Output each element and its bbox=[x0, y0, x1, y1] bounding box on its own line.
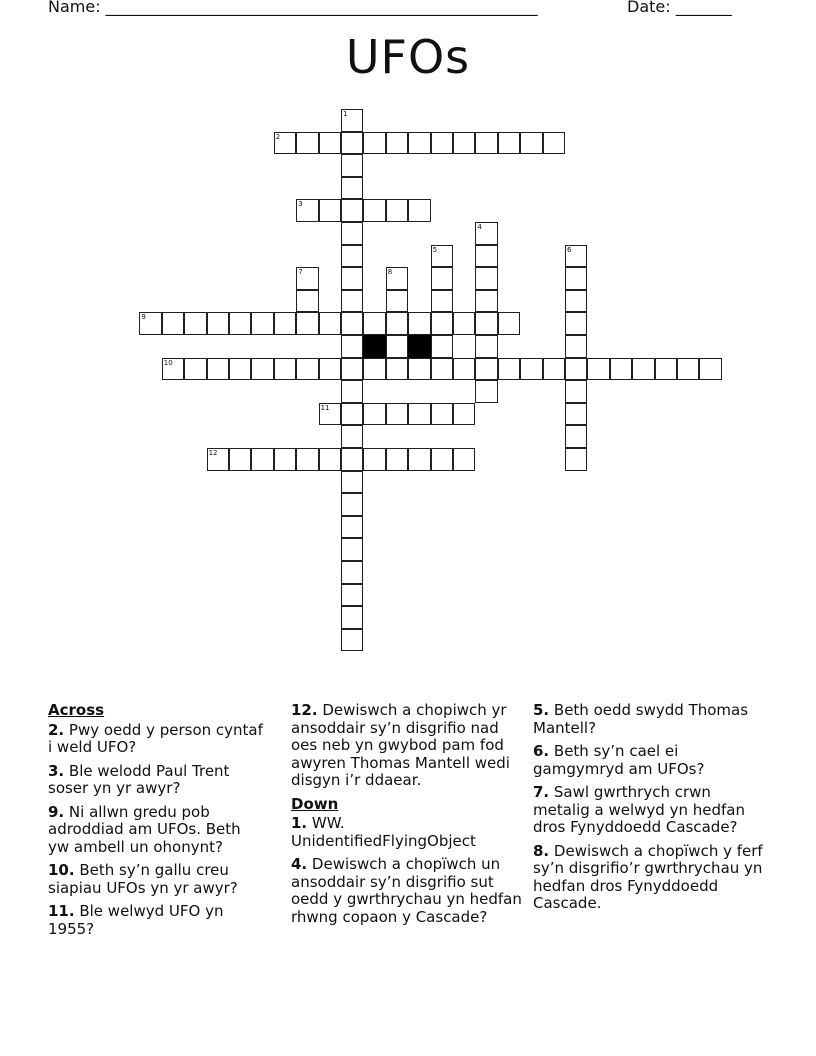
grid-cell[interactable] bbox=[341, 493, 363, 516]
clue-across-3 bbox=[48, 763, 263, 798]
grid-cell[interactable] bbox=[408, 199, 430, 222]
clue-number: 8. bbox=[533, 841, 550, 860]
clue-down-5 bbox=[533, 702, 765, 737]
grid-cell[interactable] bbox=[341, 380, 363, 403]
cell-number: 3 bbox=[298, 200, 303, 209]
grid-cell[interactable] bbox=[431, 245, 453, 268]
grid-cell[interactable] bbox=[386, 403, 408, 426]
grid-cell[interactable] bbox=[453, 448, 475, 471]
grid-cell[interactable] bbox=[296, 358, 318, 381]
black-square bbox=[363, 335, 385, 358]
grid-cell[interactable] bbox=[408, 312, 430, 335]
name-field-label: Name: ______________________________________________________ bbox=[48, 0, 538, 16]
grid-cell[interactable] bbox=[498, 358, 520, 381]
grid-cell[interactable] bbox=[677, 358, 699, 381]
grid-cell[interactable] bbox=[475, 312, 497, 335]
grid-cell[interactable] bbox=[341, 109, 363, 132]
across-heading: Across bbox=[48, 701, 105, 719]
grid-cell[interactable] bbox=[565, 358, 587, 381]
grid-cell[interactable] bbox=[475, 132, 497, 155]
clue-text: Ni allwn gredu pob adroddiad am UFOs. Beth yw ambell un ohonynt? bbox=[48, 802, 241, 856]
grid-cell[interactable] bbox=[274, 132, 296, 155]
grid-cell[interactable] bbox=[431, 312, 453, 335]
grid-cell[interactable] bbox=[363, 448, 385, 471]
grid-cell[interactable] bbox=[363, 403, 385, 426]
clue-text: Beth sy’n gallu creu siapiau UFOs yn yr awyr? bbox=[48, 861, 238, 897]
cell-number: 7 bbox=[298, 268, 303, 277]
grid-cell[interactable] bbox=[341, 516, 363, 539]
grid-cell[interactable] bbox=[341, 222, 363, 245]
grid-cell[interactable] bbox=[341, 245, 363, 268]
grid-cell[interactable] bbox=[475, 245, 497, 268]
grid-cell[interactable] bbox=[498, 312, 520, 335]
grid-cell[interactable] bbox=[565, 290, 587, 313]
grid-cell[interactable] bbox=[386, 290, 408, 313]
grid-cell[interactable] bbox=[699, 358, 721, 381]
grid-cell[interactable] bbox=[363, 199, 385, 222]
grid-cell[interactable] bbox=[229, 358, 251, 381]
grid-cell[interactable] bbox=[386, 448, 408, 471]
grid-cell[interactable] bbox=[319, 403, 341, 426]
cell-number: 8 bbox=[387, 268, 393, 277]
grid-cell[interactable] bbox=[543, 132, 565, 155]
grid-cell[interactable] bbox=[431, 403, 453, 426]
grid-cell[interactable] bbox=[498, 132, 520, 155]
grid-cell[interactable] bbox=[319, 199, 341, 222]
cell-number: 9 bbox=[141, 313, 146, 322]
cell-number: 10 bbox=[163, 358, 173, 367]
grid-cell[interactable] bbox=[565, 425, 587, 448]
clue-down-7 bbox=[533, 784, 765, 837]
grid-cell[interactable] bbox=[453, 132, 475, 155]
grid-cell[interactable] bbox=[565, 245, 587, 268]
cell-number: 1 bbox=[343, 110, 348, 118]
grid-cell[interactable] bbox=[565, 448, 587, 471]
grid-cell[interactable] bbox=[453, 358, 475, 381]
grid-cell[interactable] bbox=[475, 290, 497, 313]
grid-cell[interactable] bbox=[296, 267, 318, 290]
grid-cell[interactable] bbox=[207, 358, 229, 381]
grid-cell[interactable] bbox=[453, 403, 475, 426]
grid-cell[interactable] bbox=[296, 290, 318, 313]
grid-cell[interactable] bbox=[341, 312, 363, 335]
grid-cell[interactable] bbox=[274, 448, 296, 471]
grid-cell[interactable] bbox=[520, 358, 542, 381]
grid-cell[interactable] bbox=[363, 312, 385, 335]
grid-cell[interactable] bbox=[565, 380, 587, 403]
grid-cell[interactable] bbox=[655, 358, 677, 381]
grid-cell[interactable] bbox=[319, 358, 341, 381]
clue-text: Ble welodd Paul Trent soser yn yr awyr? bbox=[48, 761, 230, 797]
grid-cell[interactable] bbox=[207, 448, 229, 471]
grid-cell[interactable] bbox=[453, 312, 475, 335]
grid-cell[interactable] bbox=[296, 448, 318, 471]
clues-column-1 bbox=[48, 702, 263, 944]
cell-number: 2 bbox=[275, 132, 281, 141]
clue-across-11 bbox=[48, 903, 263, 938]
clue-text: Ble welwyd UFO yn 1955? bbox=[48, 902, 224, 938]
clue-across-12 bbox=[291, 702, 523, 790]
grid-cell[interactable] bbox=[431, 290, 453, 313]
clue-text: Sawl gwrthrych crwn metalig a welwyd yn hedfan dros Fynyddoedd Cascade? bbox=[533, 783, 745, 836]
grid-cell[interactable] bbox=[319, 132, 341, 155]
grid-cell[interactable] bbox=[565, 312, 587, 335]
clue-across-9 bbox=[48, 804, 263, 857]
clue-number: 7. bbox=[533, 783, 550, 801]
grid-cell[interactable] bbox=[341, 199, 363, 222]
clue-number: 9. bbox=[48, 802, 65, 821]
clue-number: 10. bbox=[48, 861, 75, 879]
grid-cell[interactable] bbox=[408, 448, 430, 471]
clue-down-4 bbox=[291, 856, 523, 926]
grid-cell[interactable] bbox=[386, 199, 408, 222]
cell-number: 5 bbox=[432, 245, 438, 254]
grid-cell[interactable] bbox=[341, 538, 363, 561]
grid-cell[interactable] bbox=[431, 358, 453, 381]
grid-cell[interactable] bbox=[274, 358, 296, 381]
grid-cell[interactable] bbox=[341, 629, 363, 652]
grid-cell[interactable] bbox=[341, 335, 363, 358]
clue-text: Dewiswch a chopïwch un ansoddair sy’n disgrifio sut oedd y gwrthrychau yn hedfan rhwng copaon y Cascade? bbox=[291, 855, 522, 926]
clue-text: Pwy oedd y person cyntaf i weld UFO? bbox=[48, 720, 263, 756]
clue-text: Dewiswch a chopïwch y ferf sy’n disgrifio’r gwrthrychau yn hedfan dros Fynyddoedd Cascade. bbox=[533, 841, 763, 912]
grid-cell[interactable] bbox=[408, 403, 430, 426]
grid-cell[interactable] bbox=[162, 312, 184, 335]
clue-across-10 bbox=[48, 862, 263, 897]
grid-cell[interactable] bbox=[251, 448, 273, 471]
clue-text: Dewiswch a chopiwch yr ansoddair sy’n disgrifio nad oes neb yn gwybod pam fod awyren Thomas Mantell wedi disgyn i’r ddaear. bbox=[291, 701, 510, 789]
grid-cell[interactable] bbox=[296, 132, 318, 155]
cell-number: 11 bbox=[320, 403, 330, 412]
grid-cell[interactable] bbox=[207, 312, 229, 335]
grid-cell[interactable] bbox=[341, 177, 363, 200]
clue-text: Beth sy’n cael ei gamgymryd am UFOs? bbox=[533, 742, 705, 778]
grid-cell[interactable] bbox=[341, 358, 363, 381]
cell-number: 12 bbox=[208, 449, 218, 457]
grid-cell[interactable] bbox=[296, 312, 318, 335]
grid-cell[interactable] bbox=[431, 335, 453, 358]
grid-cell[interactable] bbox=[139, 312, 161, 335]
grid-cell[interactable] bbox=[408, 358, 430, 381]
grid-cell[interactable] bbox=[274, 312, 296, 335]
grid-cell[interactable] bbox=[632, 358, 654, 381]
grid-cell[interactable] bbox=[251, 312, 273, 335]
grid-cell[interactable] bbox=[319, 448, 341, 471]
clue-text: Beth oedd swydd Thomas Mantell? bbox=[533, 701, 749, 737]
clues-column-2 bbox=[291, 702, 523, 932]
grid-cell[interactable] bbox=[386, 132, 408, 155]
grid-cell[interactable] bbox=[341, 403, 363, 426]
grid-cell[interactable] bbox=[184, 358, 206, 381]
grid-cell[interactable] bbox=[431, 132, 453, 155]
grid-cell[interactable] bbox=[520, 132, 542, 155]
grid-cell[interactable] bbox=[341, 448, 363, 471]
black-square bbox=[408, 335, 430, 358]
grid-cell[interactable] bbox=[341, 154, 363, 177]
grid-cell[interactable] bbox=[475, 222, 497, 245]
clue-number: 11. bbox=[48, 902, 75, 920]
grid-cell[interactable] bbox=[475, 335, 497, 358]
grid-cell[interactable] bbox=[475, 358, 497, 381]
clue-number: 3. bbox=[48, 761, 65, 780]
grid-cell[interactable] bbox=[408, 132, 430, 155]
clue-across-2 bbox=[48, 722, 263, 757]
grid-cell[interactable] bbox=[363, 358, 385, 381]
grid-cell[interactable] bbox=[363, 132, 385, 155]
grid-cell[interactable] bbox=[431, 448, 453, 471]
grid-cell[interactable] bbox=[386, 312, 408, 335]
grid-cell[interactable] bbox=[341, 584, 363, 607]
cell-number: 6 bbox=[567, 245, 572, 254]
grid-cell[interactable] bbox=[475, 267, 497, 290]
grid-cell[interactable] bbox=[341, 290, 363, 313]
grid-cell[interactable] bbox=[341, 561, 363, 584]
clue-text: WW. UnidentifiedFlyingObject bbox=[291, 814, 476, 850]
grid-cell[interactable] bbox=[341, 471, 363, 494]
grid-cell[interactable] bbox=[587, 358, 609, 381]
clue-down-8 bbox=[533, 843, 765, 913]
clue-number: 4. bbox=[291, 855, 308, 873]
grid-cell[interactable] bbox=[341, 267, 363, 290]
clue-number: 12. bbox=[291, 701, 318, 719]
grid-cell[interactable] bbox=[229, 448, 251, 471]
clue-number: 2. bbox=[48, 720, 65, 739]
date-field-label: Date: _______ bbox=[627, 0, 732, 16]
grid-cell[interactable] bbox=[319, 312, 341, 335]
grid-cell[interactable] bbox=[251, 358, 273, 381]
clue-number: 6. bbox=[533, 742, 550, 760]
grid-cell[interactable] bbox=[543, 358, 565, 381]
grid-cell[interactable] bbox=[296, 199, 318, 222]
clue-number: 1. bbox=[291, 814, 308, 832]
grid-cell[interactable] bbox=[386, 335, 408, 358]
grid-cell[interactable] bbox=[386, 267, 408, 290]
clue-down-1 bbox=[291, 815, 523, 850]
grid-cell[interactable] bbox=[162, 358, 184, 381]
puzzle-title: UFOs bbox=[345, 30, 471, 84]
grid-cell[interactable] bbox=[475, 380, 497, 403]
grid-cell[interactable] bbox=[341, 606, 363, 629]
cell-number: 4 bbox=[477, 223, 482, 231]
clue-down-6 bbox=[533, 743, 765, 778]
grid-cell[interactable] bbox=[610, 358, 632, 381]
grid-cell[interactable] bbox=[341, 425, 363, 448]
grid-cell[interactable] bbox=[565, 267, 587, 290]
grid-cell[interactable] bbox=[229, 312, 251, 335]
grid-cell[interactable] bbox=[341, 132, 363, 155]
grid-cell[interactable] bbox=[386, 358, 408, 381]
grid-cell[interactable] bbox=[565, 403, 587, 426]
down-heading: Down bbox=[291, 794, 339, 813]
clue-number: 5. bbox=[533, 701, 550, 719]
grid-cell[interactable] bbox=[431, 267, 453, 290]
grid-cell[interactable] bbox=[184, 312, 206, 335]
clues-column-3 bbox=[533, 702, 765, 919]
grid-cell[interactable] bbox=[565, 335, 587, 358]
